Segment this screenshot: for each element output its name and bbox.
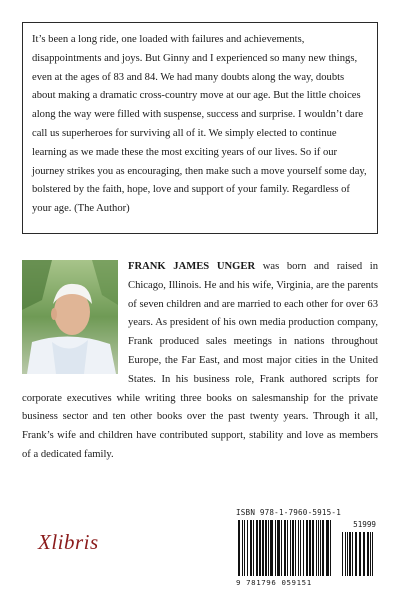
barcode-image bbox=[236, 518, 378, 580]
price-code: 51999 bbox=[353, 520, 376, 529]
author-bio-text: was born and raised in Chicago, Illinois. He and his wife, Virginia, are the parents of seven children and are married to each other for over 63 years. As president of his own media production company, Frank produced sales meetings in nations throughout Europe, the Far East, and most major cities in the United States. In his business role, Frank authored scripts for corporate executives while writing three books on salesmanship for the private business sector and ten other books over the past twenty years. Through it all, Frank’s wife and children have contributed support, stability and love as members of a dedicated family. bbox=[22, 261, 379, 460]
back-cover-blurb-box bbox=[22, 22, 378, 234]
blurb-text: It’s been a long ride, one loaded with failures and achievements, disappointments and joys. But Ginny and I experienced so many new things, even at the ages of 83 and 84. We had many doubts along the way, doubts about making a dramatic cross-country move at our age. But the little choices along the way were filled with suspense, success and surprise. I wouldn’t dare call us superheroes for surviving all of it. We simply elected to continue learning as we made these the most exciting years of our lives. So if our journey strikes you as encouraging, then make such a move yourself some day, bolstered by the faith, hope, love and support of your family. Regardless of your age. (The Author) bbox=[32, 34, 367, 215]
isbn-barcode bbox=[236, 508, 378, 590]
isbn-label: ISBN 978-1-7960-5915-1 bbox=[236, 508, 341, 517]
publisher-logo: Xlibris bbox=[38, 530, 99, 554]
author-name: FRANK JAMES UNGER bbox=[128, 261, 256, 272]
author-bio bbox=[22, 258, 378, 465]
barcode-digits: 9 781796 059151 bbox=[236, 578, 312, 587]
photo-spacer bbox=[22, 258, 122, 372]
